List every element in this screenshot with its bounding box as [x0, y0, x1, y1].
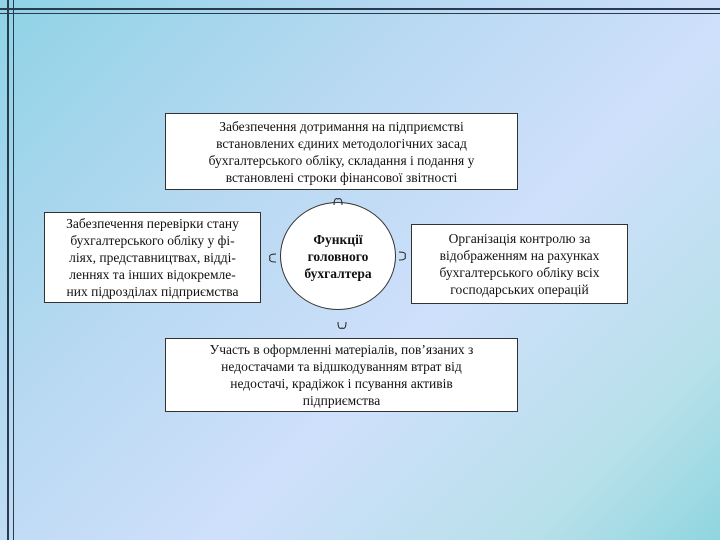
function-text-top: Забезпечення дотримання на підприємстві встановлених єдиних методологічних засад бухгалтерського обліку, складання і подання у встановлені строки фінансової звітності	[208, 118, 475, 185]
function-box-left	[44, 212, 261, 303]
function-box-bottom	[165, 338, 518, 412]
arrow-down-icon	[336, 320, 348, 332]
arrow-up-icon	[332, 195, 344, 207]
function-text-left: Забезпечення перевірки стану бухгалтерського обліку у фі- ліях, представництвах, відді- леннях та інших відокремле- них підрозділах підприємства	[66, 216, 239, 299]
arrow-left-icon	[266, 252, 278, 264]
frame-left-line-outer	[7, 0, 9, 540]
arrow-right-icon	[397, 250, 409, 262]
function-box-right	[411, 224, 628, 304]
frame-top-line-outer	[0, 8, 720, 10]
frame-left-line-inner	[13, 0, 14, 540]
function-box-top	[165, 113, 518, 190]
center-circle	[280, 202, 396, 310]
function-text-right: Організація контролю за відображенням на рахунках бухгалтерського обліку всіх господарських операцій	[439, 231, 600, 297]
frame-top-line-inner	[0, 13, 720, 14]
function-text-bottom: Участь в оформленні матеріалів, пов’язаних з недостачами та відшкодуванням втрат від недостачі, крадіжок і псування активів підприємства	[209, 342, 474, 408]
center-title: Функції головного бухгалтера	[304, 231, 372, 281]
